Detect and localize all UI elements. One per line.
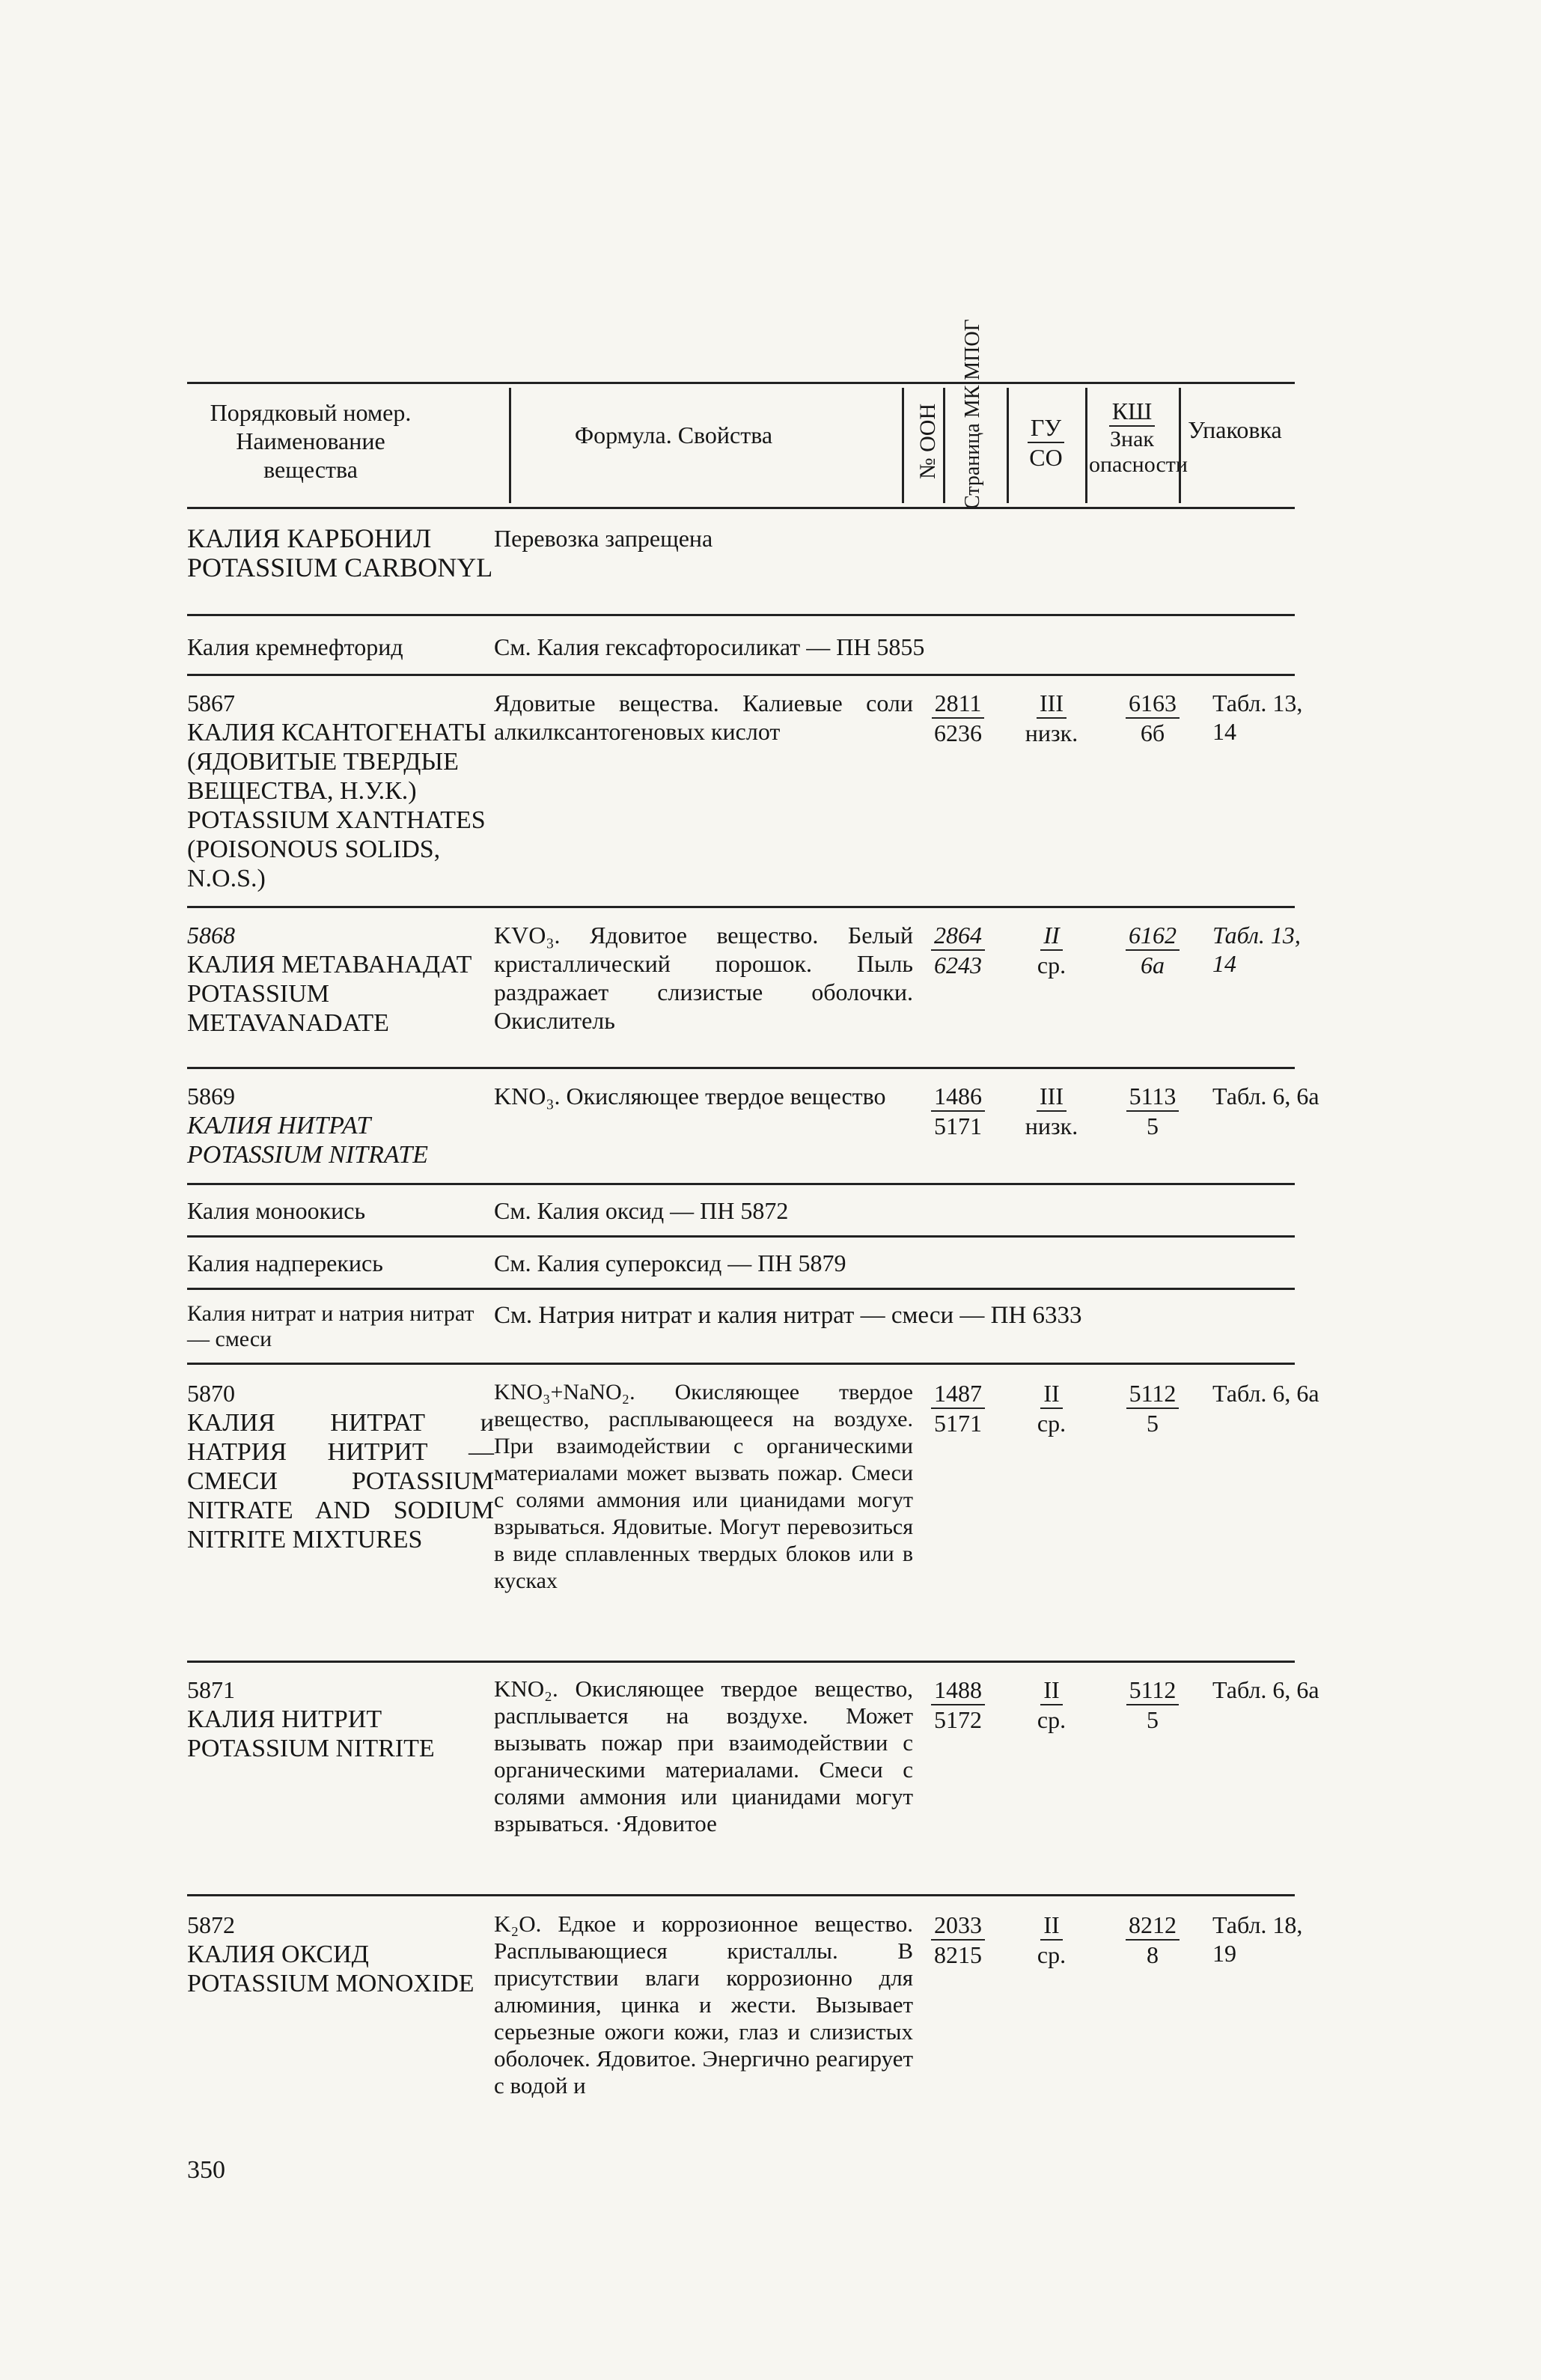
- substance-entry: [187, 1911, 494, 1998]
- description-text: KNO₃+NaNO₂. Окисляющее твердое вещество, расплывающееся на воздухе. При взаимодействии с органическими материалами может вызвать пожар. Смеси с солями аммония или цианидами могут взрываться. Ядовитые. Могут перевозиться в виде сплавленных твердых блоков или в кусках: [494, 1380, 913, 1593]
- ksh-value: 6163: [1126, 689, 1180, 719]
- cross-reference: См. Калия супероксид — ПН 5879: [494, 1250, 846, 1276]
- table-header: [187, 319, 1295, 509]
- substance-description: [494, 1911, 1100, 2099]
- packaging: Табл. 13, 14: [1212, 690, 1303, 745]
- ksh-sign-fraction: [1093, 1082, 1212, 1140]
- ksh-sign-fraction: [1093, 689, 1212, 747]
- substance-name: КАЛИЯ НИТРИТ POTASSIUM NITRITE: [187, 1705, 435, 1762]
- sign-value: 5: [1147, 1113, 1159, 1139]
- row-rule: [187, 1235, 1295, 1238]
- page-number-footer: 350: [187, 2156, 225, 2184]
- header-bottom-rule: [187, 507, 1295, 509]
- row-rule: [187, 674, 1295, 676]
- page-number: 8215: [934, 1941, 982, 1968]
- row-rule: [187, 1183, 1295, 1185]
- header-name-column: Порядковый номер. Наименование вещества: [210, 399, 412, 483]
- header-divider: [1007, 388, 1009, 503]
- un-page-fraction: [917, 921, 999, 979]
- page-number: 5171: [934, 1410, 982, 1437]
- packaging: Табл. 13, 14: [1212, 922, 1301, 977]
- gu-value: III: [1037, 689, 1067, 719]
- header-divider: [1179, 388, 1181, 503]
- packaging: Табл. 18, 19: [1212, 1911, 1303, 1967]
- header-page-column: Страница МК МПОГ: [961, 319, 984, 509]
- ksh-sign-fraction: [1093, 921, 1212, 979]
- page-number: 5171: [934, 1113, 982, 1139]
- un-page-fraction: [917, 689, 999, 747]
- row-rule: [187, 1661, 1295, 1663]
- gu-co-fraction: [1010, 1379, 1093, 1437]
- row-rule: [187, 1894, 1295, 1896]
- row-rule: [187, 614, 1295, 616]
- substance-name: КАЛИЯ КАРБОНИЛ POTASSIUM CARBONYL: [187, 523, 493, 582]
- serial-number: 5872: [187, 1911, 235, 1938]
- substance-entry: [187, 1676, 494, 1763]
- gu-value: II: [1040, 1676, 1062, 1705]
- un-number: 2864: [931, 921, 985, 951]
- substance-description: [494, 689, 1100, 746]
- un-number: 1488: [931, 1676, 985, 1705]
- ksh-value: 5113: [1126, 1082, 1180, 1112]
- un-page-fraction: [917, 1082, 999, 1140]
- substance-name: Калия моноокись: [187, 1197, 366, 1224]
- co-value: низк.: [1025, 719, 1078, 746]
- substance-description: [494, 1676, 1100, 1837]
- un-page-fraction: [917, 1676, 999, 1734]
- ksh-value: 8212: [1126, 1911, 1180, 1941]
- ksh-sign-fraction: [1093, 1676, 1212, 1734]
- cross-reference: См. Натрия нитрат и калия нитрат — смеси — ПН 6333: [494, 1302, 1082, 1329]
- un-page-fraction: [917, 1379, 999, 1437]
- substance-name: КАЛИЯ ОКСИД POTASSIUM MONOXIDE: [187, 1941, 474, 1997]
- substance-entry: [187, 1082, 494, 1169]
- co-value: ср.: [1037, 1706, 1067, 1733]
- header-co: СО: [1029, 444, 1063, 471]
- header-un-column: № ООН: [915, 403, 940, 479]
- header-gu: ГУ: [1028, 413, 1064, 443]
- sign-value: 8: [1147, 1941, 1159, 1968]
- header-divider: [509, 388, 511, 503]
- header-divider: [943, 388, 945, 503]
- serial-number: 5871: [187, 1676, 235, 1703]
- gu-co-fraction: [1010, 1911, 1093, 1969]
- ksh-value: 5112: [1126, 1379, 1180, 1409]
- ksh-sign-fraction: [1093, 1379, 1212, 1437]
- sign-value: 6а: [1141, 952, 1165, 979]
- page-number: 6243: [934, 952, 982, 979]
- ksh-value: 6162: [1126, 921, 1180, 951]
- cross-reference: См. Калия оксид — ПН 5872: [494, 1197, 789, 1224]
- gu-co-fraction: [1010, 1676, 1093, 1734]
- un-number: 1487: [931, 1379, 985, 1409]
- substance-description: [494, 1379, 1100, 1595]
- substance-description: [494, 921, 1100, 1035]
- row-rule: [187, 906, 1295, 908]
- row-rule: [187, 1288, 1295, 1290]
- description-text: K₂O. Едкое и коррозионное вещество. Расплывающиеся кристаллы. В присутствии влаги коррозионно для алюминия, цинка и жести. Вызывает серьезные ожоги кожи, глаз и слизистых оболочек. Ядовитое. Энергично реагирует с водой и: [494, 1911, 913, 2099]
- substance-name: КАЛИЯ НИТРАТ POTASSIUM NITRATE: [187, 1112, 429, 1169]
- gu-co-fraction: [1010, 921, 1093, 979]
- gu-co-fraction: [1010, 1082, 1093, 1140]
- sign-value: 5: [1147, 1706, 1159, 1733]
- header-top-rule: [187, 382, 1295, 384]
- gu-value: II: [1040, 1379, 1062, 1409]
- sign-value: 6б: [1140, 719, 1165, 746]
- un-number: 1486: [931, 1082, 985, 1112]
- un-page-fraction: [917, 1911, 999, 1969]
- ksh-sign-fraction: [1093, 1911, 1212, 1969]
- substance-description: Перевозка запрещена: [494, 525, 713, 552]
- row-rule: [187, 1067, 1295, 1069]
- header-formula-column: Формула. Свойства: [574, 421, 773, 448]
- substance-entry: [187, 921, 494, 1038]
- serial-number: 5870: [187, 1380, 235, 1407]
- substance-description: [494, 1082, 1100, 1110]
- header-pack-column: Упаковка: [1188, 416, 1282, 443]
- gu-value: II: [1040, 1911, 1062, 1941]
- serial-number: 5867: [187, 690, 235, 716]
- gu-value: III: [1037, 1082, 1067, 1112]
- co-value: ср.: [1037, 1410, 1067, 1437]
- serial-number: 5868: [187, 922, 235, 949]
- substance-name: КАЛИЯ КСАНТОГЕНАТЫ (ЯДОВИТЫЕ ТВЕРДЫЕ ВЕЩЕСТВА, Н.У.К.) POTASSIUM XANTHATES (POISONOUS SOLIDS, N.O.S.): [187, 719, 486, 892]
- description-text: KNO₃. Окисляющее твердое вещество: [494, 1083, 886, 1110]
- cross-reference: См. Калия гексафторосиликат — ПН 5855: [494, 633, 925, 660]
- substance-name: КАЛИЯ МЕТАВАНАДАТ POTASSIUM METAVANADATE: [187, 951, 472, 1037]
- row-rule: [187, 1363, 1295, 1365]
- header-gu-column: [1010, 413, 1081, 472]
- packaging: Табл. 6, 6а: [1212, 1380, 1319, 1407]
- header-divider: [902, 388, 904, 503]
- substance-name: КАЛИЯ НИТРАТ и НАТРИЯ НИТРИТ — СМЕСИ POTASSIUM NITRATE AND SODIUM NITRITE MIXTURES: [187, 1409, 494, 1553]
- header-sign: Знак опасности: [1089, 427, 1188, 477]
- substance-entry: [187, 1379, 494, 1554]
- description-text: KVO₃. Ядовитое вещество. Белый кристаллический порошок. Пыль раздражает слизистые оболочки. Окислитель: [494, 922, 913, 1034]
- serial-number: 5869: [187, 1083, 235, 1110]
- header-ksh: КШ: [1109, 397, 1156, 427]
- gu-co-fraction: [1010, 689, 1093, 747]
- header-divider: [1085, 388, 1087, 503]
- substance-name: Калия кремнефторид: [187, 633, 403, 660]
- sign-value: 5: [1147, 1410, 1159, 1437]
- page-number: 5172: [934, 1706, 982, 1733]
- co-value: ср.: [1037, 952, 1067, 979]
- header-ksh-column: [1089, 397, 1188, 478]
- ksh-value: 5112: [1126, 1676, 1180, 1705]
- packaging: Табл. 6, 6а: [1212, 1676, 1319, 1703]
- un-number: 2033: [931, 1911, 985, 1941]
- gu-value: II: [1040, 921, 1062, 951]
- un-number: 2811: [932, 689, 985, 719]
- description-text: Ядовитые вещества. Калиевые соли алкилксантогеновых кислот: [494, 690, 913, 745]
- substance-entry: [187, 689, 494, 893]
- co-value: ср.: [1037, 1941, 1067, 1968]
- co-value: низк.: [1025, 1113, 1078, 1139]
- substance-name: Калия нитрат и натрия нитрат — смеси: [187, 1301, 474, 1351]
- description-text: KNO₂. Окисляющее твердое вещество, расплывается на воздухе. Может вызывать пожар при взаимодействии с органическими материалами. Смеси с солями аммония или цианидами могут взрываться. ·Ядовитое: [494, 1676, 913, 1836]
- substance-name: Калия надперекись: [187, 1250, 383, 1276]
- page-number: 6236: [934, 719, 982, 746]
- packaging: Табл. 6, 6а: [1212, 1083, 1319, 1110]
